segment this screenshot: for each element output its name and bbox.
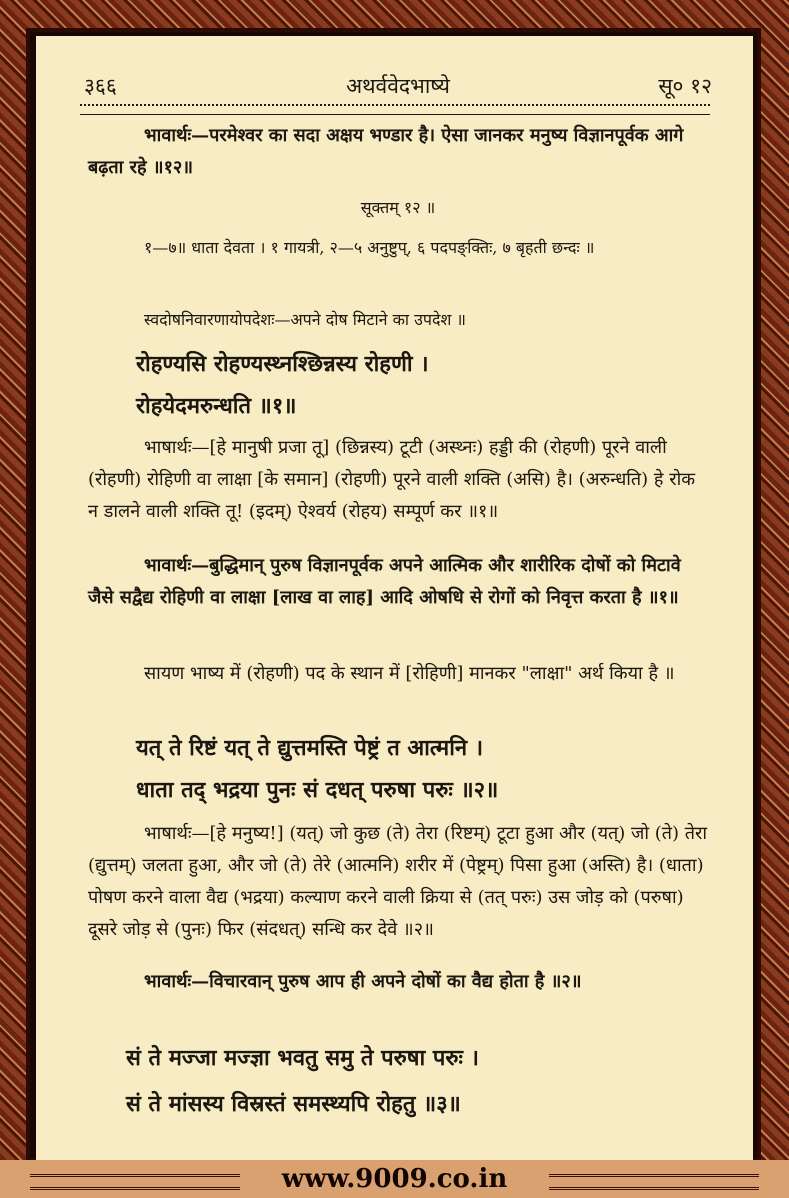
- mantra-3-line-1: सं ते मज्जा मज्ज्ञा भवतु समु ते परुषा परुः ।: [126, 1045, 479, 1071]
- footer-ornament-right: [549, 1174, 759, 1190]
- mantra-2-line-2: धाता तद् भद्रया पुनः सं दधत् परुषा परुः ॥२॥: [136, 777, 499, 803]
- page-header: [84, 72, 712, 102]
- sayana-note: सायण भाष्य में (रोहणी) पद के स्थान में [रोहिणी] मानकर "लाक्षा" अर्थ किया है ॥: [144, 663, 675, 684]
- upadesh-heading: स्वदोषनिवारणायोपदेशः—अपने दोष मिटाने का उपदेश ॥: [144, 310, 467, 329]
- header-divider: [80, 104, 710, 115]
- mantra-2-line-1: यत् ते रिष्टं यत् ते द्युत्तमस्ति पेष्ट्रं त आत्मनि ।: [136, 735, 484, 761]
- website-watermark: www.9009.co.in: [281, 1164, 508, 1194]
- footer-ornament-left: [30, 1174, 240, 1190]
- book-title: अथर्ववेदभाष्ये: [346, 74, 450, 98]
- mantra-1-line-2: रोहयेदमरुन्धति ॥१॥: [136, 393, 297, 419]
- mantra-3-line-2: सं ते मांसस्य विस्रस्तं समस्थ्यपि रोहतु ॥३॥: [126, 1091, 461, 1117]
- sukta-title: सूक्तम् १२ ॥: [360, 198, 436, 217]
- page-number: ३६६: [84, 74, 117, 98]
- previous-bhavarth: भावार्थः—परमेश्वर का सदा अक्षय भण्डार है। ऐसा जानकर मनुष्य विज्ञानपूर्वक आगे बढ़ता रहे ॥१२॥: [88, 125, 684, 178]
- mantra-1-line-1: रोहण्यसि रोहण्यस्थ्नश्छिन्नस्य रोहणी ।: [136, 351, 429, 377]
- footer-banner: [0, 1160, 789, 1198]
- sukta-reference: सू० १२: [658, 74, 712, 98]
- bhashartha-2: भाषार्थः—[हे मनुष्य!] (यत्) जो कुछ (ते) तेरा (रिष्टम्) टूटा हुआ और (यत्) जो (ते) तेरा (द्युत्तम्) जलता हुआ, और जो (ते) तेरे (आत्मनि) शरीर में (पेष्ट्रम्) पिसा हुआ (अस्ति) है। (धाता) पोषण करने वाला वैद्य (भद्रया) कल्याण करने वाली क्रिया से (तत् परुः) उस जोड़ को (परुषा) दूसरे जोड़ से (पुनः) फिर (संदधत्) सन्धि कर देवे ॥२॥: [88, 823, 708, 940]
- scanned-page: [36, 36, 753, 1160]
- bhashartha-1: भाषार्थः—[हे मानुषी प्रजा तू] (छिन्नस्य) टूटी (अस्थ्नः) हड्डी की (रोहणी) पूरने वाली (रोहणी) रोहिणी वा लाक्षा [के समान] (रोहणी) पूरने वाली शक्ति (असि) है। (अरुन्धति) हे रोक न डालने वाली शक्ति तू! (इदम्) ऐश्वर्य (रोहय) सम्पूर्ण कर ॥१॥: [88, 437, 696, 522]
- bhavarth-1: भावार्थः—बुद्धिमान् पुरुष विज्ञानपूर्वक अपने आत्मिक और शारीरिक दोषों को मिटावे जैसे सद्वैद्य रोहिणी वा लाक्षा [लाख वा लाह] आदि ओषधि से रोगों को निवृत्त करता है ॥१॥: [88, 555, 681, 608]
- bhavarth-2: भावार्थः—विचारवान् पुरुष आप ही अपने दोषों का वैद्य होता है ॥२॥: [144, 971, 582, 992]
- devata-chhanda: १—७॥ धाता देवता । १ गायत्री, २—५ अनुष्टुप्, ६ पदपङ्क्तिः, ७ बृहती छन्दः ॥: [144, 238, 595, 257]
